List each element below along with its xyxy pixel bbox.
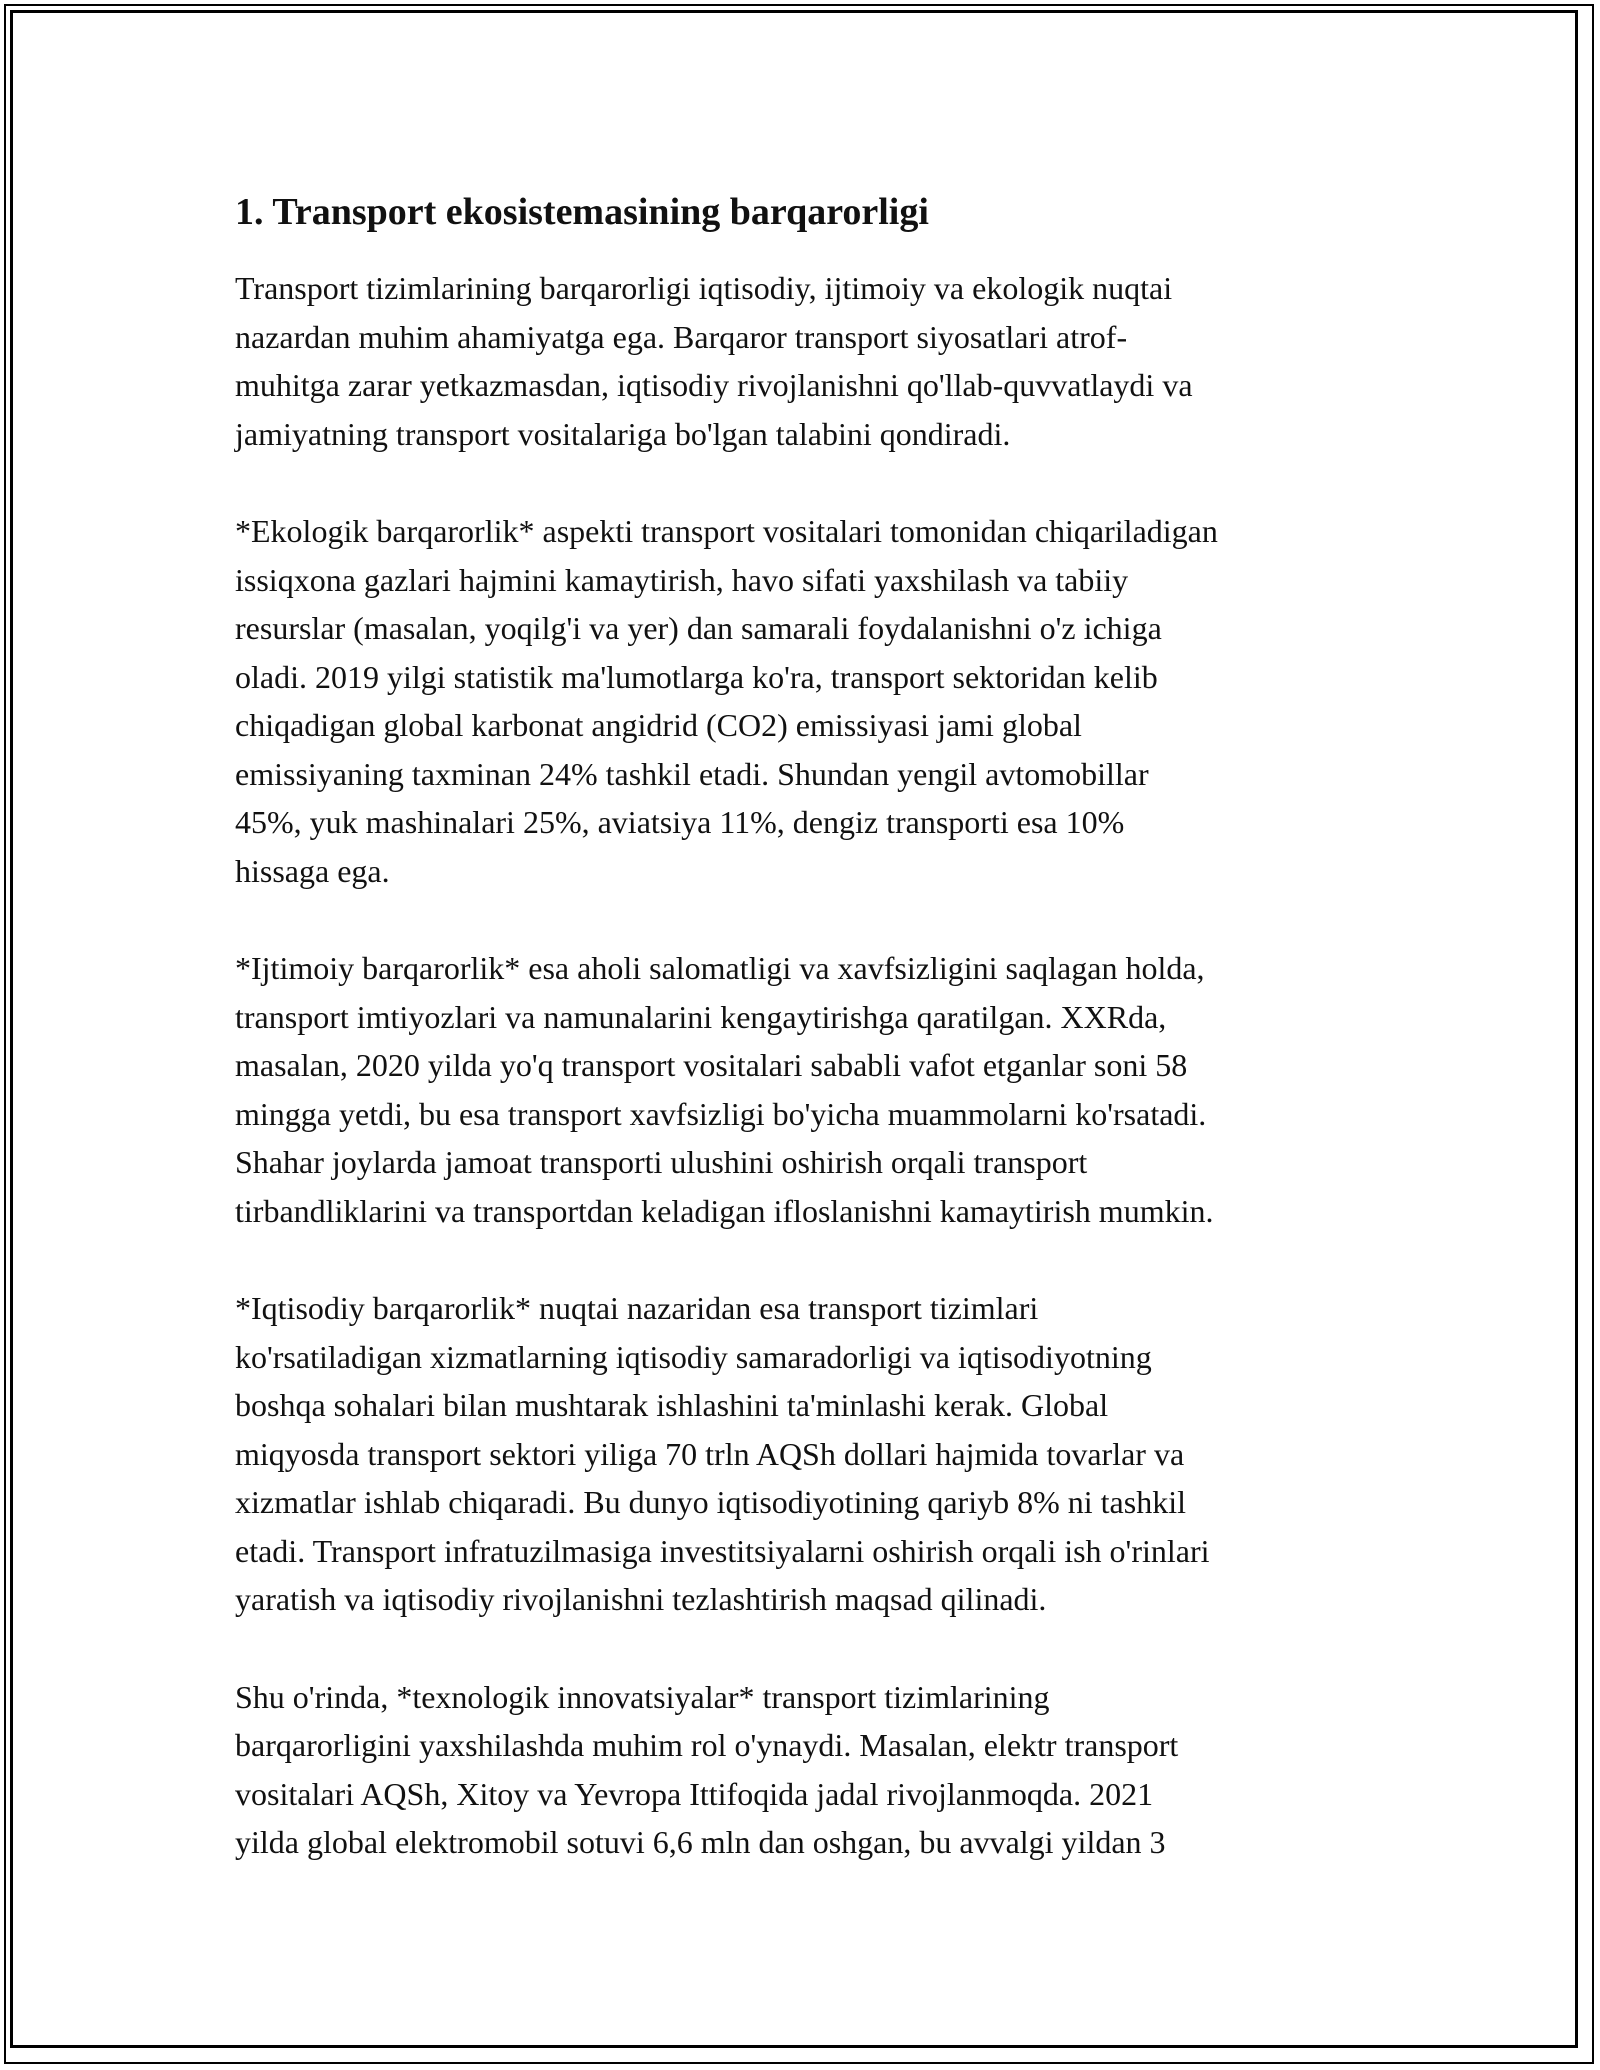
text-line: miqyosda transport sektori yiliga 70 trln AQSh dollari hajmida tovarlar va	[235, 1435, 1185, 1472]
text-line: resurslar (masalan, yoqilg'i va yer) dan samarali foydalanishni o'z ichiga	[235, 610, 1162, 646]
paragraph-economic	[235, 1284, 1370, 1624]
text-line: Transport tizimlarining barqarorligi iqtisodiy, ijtimoiy va ekologik nuqtai	[235, 270, 1173, 306]
text-line: mingga yetdi, bu esa transport xavfsizligi bo'yicha muammolarni ko'rsatadi.	[235, 1095, 1207, 1132]
text-line: chiqadigan global karbonat angidrid (CO2) emissiyasi jami global	[235, 707, 1082, 743]
text-line: Shahar joylarda jamoat transporti ulushini oshirish orqali transport	[235, 1144, 1088, 1180]
text-line: yaratish va iqtisodiy rivojlanishni tezlashtirish maqsad qilinadi.	[235, 1581, 1047, 1617]
text-line: yilda global elektromobil sotuvi 6,6 mln dan oshgan, bu avvalgi yildan 3	[235, 1824, 1166, 1860]
text-line: *Iqtisodiy barqarorlik* nuqtai nazaridan esa transport tizimlari	[235, 1290, 1039, 1326]
text-line: transport imtiyozlari va namunalarini kengaytirishga qaratilgan. XXRda,	[235, 998, 1167, 1035]
text-line: oladi. 2019 yilgi statistik ma'lumotlarga ko'ra, transport sektoridan kelib	[235, 658, 1158, 695]
text-line: etadi. Transport infratuzilmasiga investitsiyalarni oshirish orqali ish o'rinlari	[235, 1532, 1210, 1569]
paragraph-intro	[235, 264, 1370, 458]
paragraph-technology	[235, 1673, 1370, 1867]
text-line: emissiyaning taxminan 24% tashkil etadi. Shundan yengil avtomobillar	[235, 755, 1149, 792]
text-line: Shu o'rinda, *texnologik innovatsiyalar* transport tizimlarining	[235, 1678, 1050, 1715]
text-line: xizmatlar ishlab chiqaradi. Bu dunyo iqtisodiyotining qariyb 8% ni tashkil	[235, 1484, 1186, 1520]
text-line: nazardan muhim ahamiyatga ega. Barqaror transport siyosatlari atrof-	[235, 318, 1128, 355]
text-line: boshqa sohalari bilan mushtarak ishlashini ta'minlashi kerak. Global	[235, 1387, 1109, 1423]
text-line: *Ekologik barqarorlik* aspekti transport vositalari tomonidan chiqariladigan	[235, 513, 1218, 549]
text-line: jamiyatning transport vositalariga bo'lgan talabini qondiradi.	[235, 415, 1011, 452]
section-heading: 1. Transport ekosistemasining barqarorligi	[235, 191, 929, 233]
text-line: *Ijtimoiy barqarorlik* esa aholi salomatligi va xavfsizligini saqlagan holda,	[235, 950, 1205, 986]
text-line: muhitga zarar yetkazmasdan, iqtisodiy rivojlanishni qo'llab-quvvatlaydi va	[235, 367, 1193, 403]
text-line: masalan, 2020 yilda yo'q transport vositalari sababli vafot etganlar soni 58	[235, 1047, 1188, 1083]
text-line: tirbandliklarini va transportdan keladigan ifloslanishni kamaytirish mumkin.	[235, 1192, 1214, 1229]
text-line: 45%, yuk mashinalari 25%, aviatsiya 11%, dengiz transporti esa 10%	[235, 804, 1125, 840]
paragraph-social	[235, 944, 1370, 1235]
text-line: ko'rsatiladigan xizmatlarning iqtisodiy samaradorligi va iqtisodiyotning	[235, 1338, 1152, 1375]
document-body	[235, 190, 1370, 1916]
text-line: vositalari AQSh, Xitoy va Yevropa Ittifoqida jadal rivojlanmoqda. 2021	[235, 1775, 1154, 1812]
text-line: issiqxona gazlari hajmini kamaytirish, havo sifati yaxshilash va tabiiy	[235, 561, 1129, 598]
paragraph-ecological	[235, 507, 1370, 895]
text-line: barqarorligini yaxshilashda muhim rol o'ynaydi. Masalan, elektr transport	[235, 1727, 1179, 1763]
text-line: hissaga ega.	[235, 852, 390, 889]
